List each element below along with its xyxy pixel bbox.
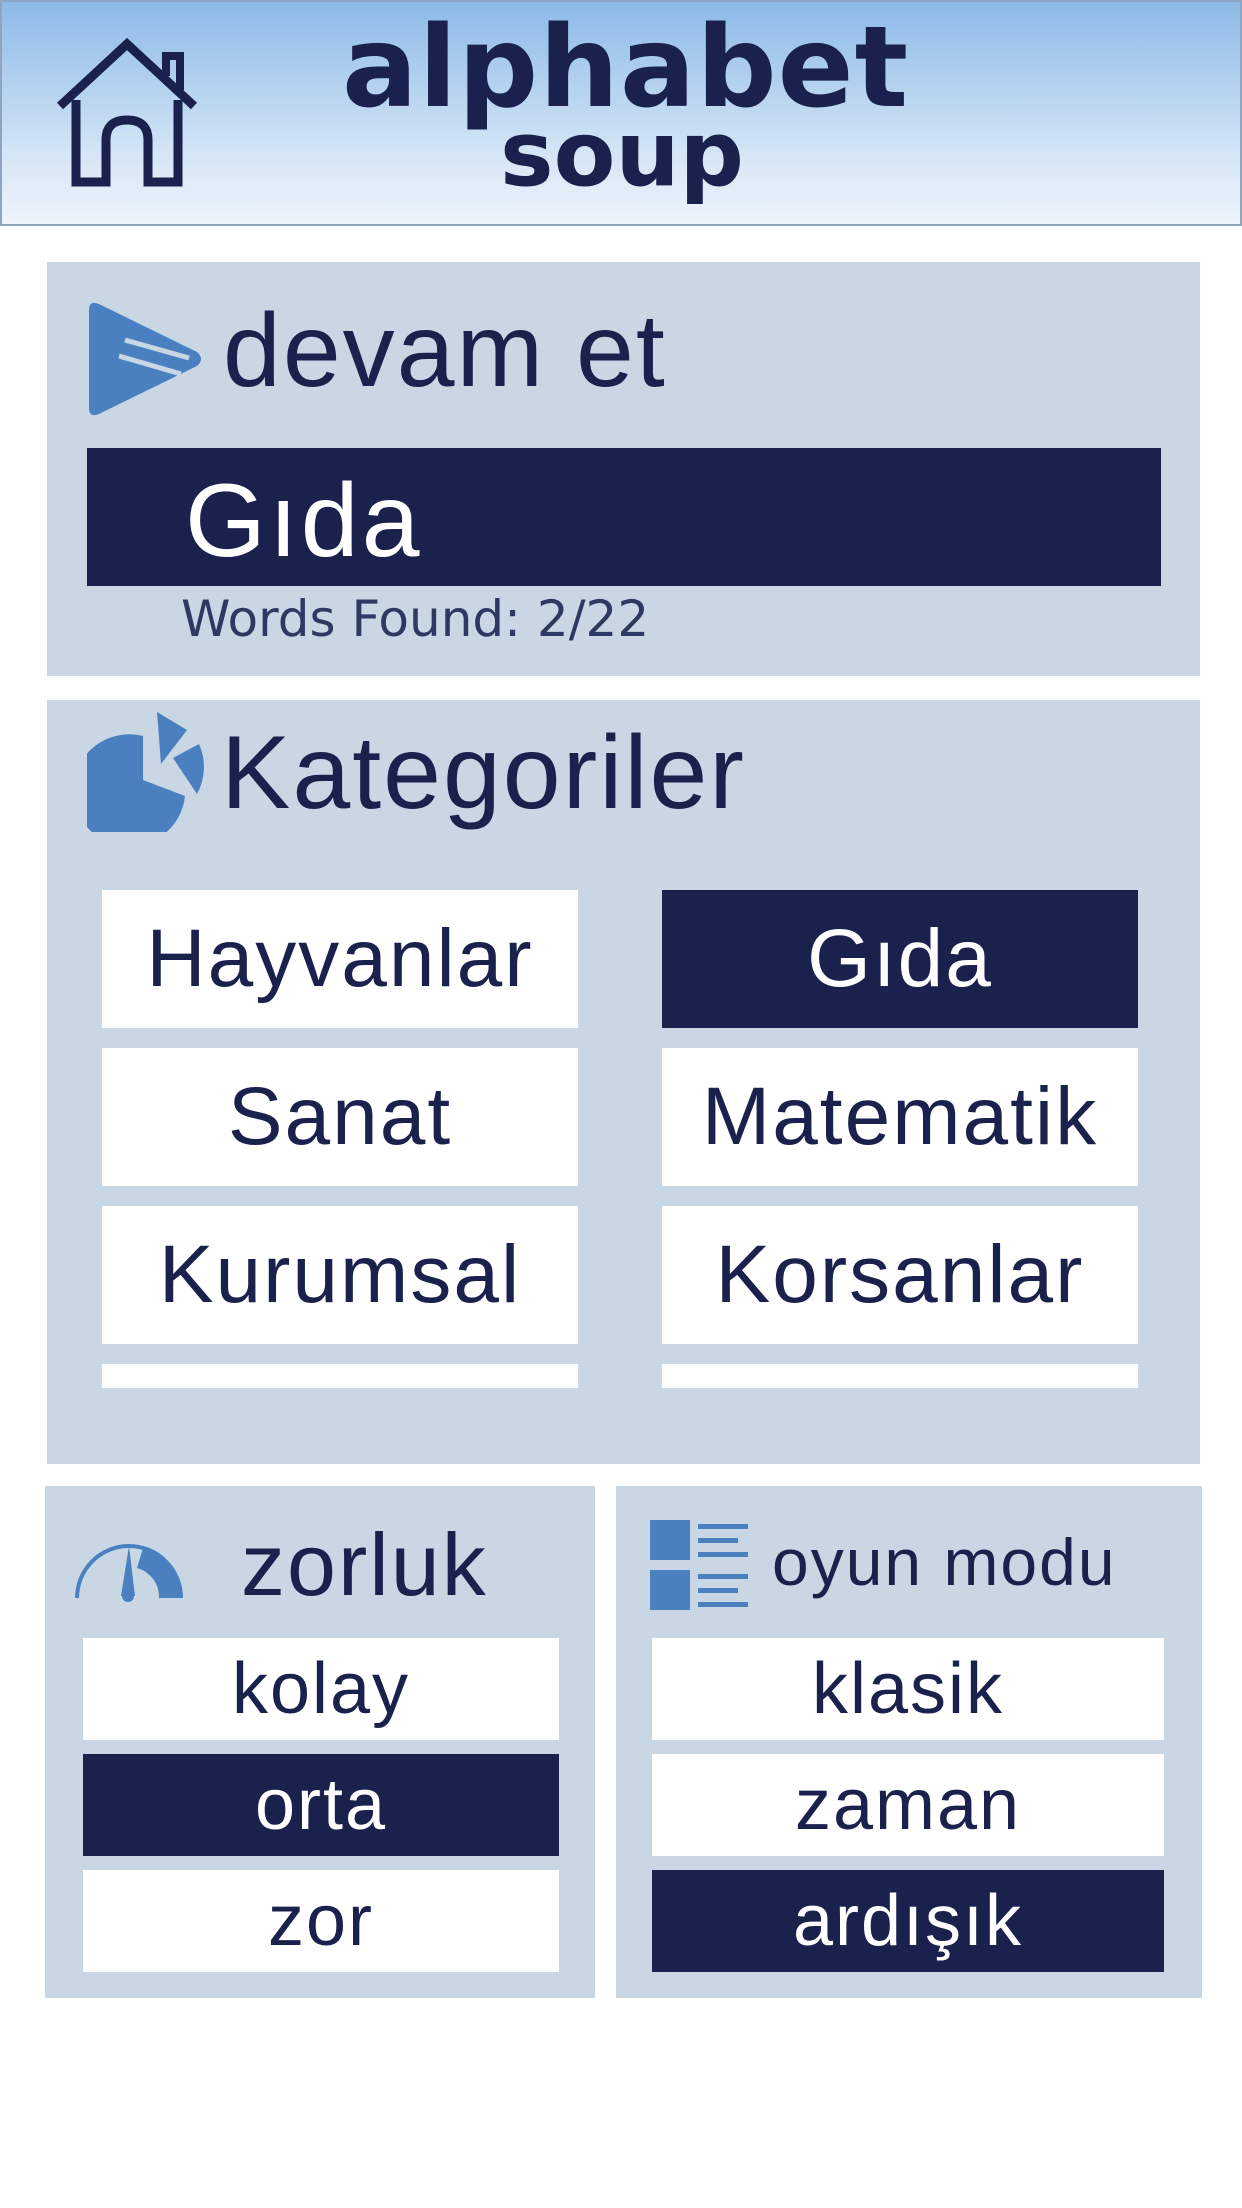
logo-line-2: soup [500, 102, 744, 208]
pie-chart-icon [87, 710, 207, 832]
home-button[interactable] [54, 36, 200, 188]
category-row-partial-right[interactable] [662, 1364, 1138, 1388]
words-found-text: Words Found: 2/22 [181, 590, 650, 648]
category-row-partial-left[interactable] [102, 1364, 578, 1388]
continue-panel [47, 262, 1200, 676]
category-korsanlar[interactable]: Korsanlar [662, 1206, 1138, 1344]
app-logo [342, 3, 910, 208]
home-icon [54, 36, 200, 188]
category-hayvanlar[interactable]: Hayvanlar [102, 890, 578, 1028]
app-header [0, 0, 1242, 226]
mode-ardisik[interactable]: ardışık [652, 1870, 1164, 1972]
difficulty-title: zorluk [241, 1515, 488, 1614]
continue-title: devam et [223, 293, 667, 409]
mode-klasik[interactable]: klasik [652, 1638, 1164, 1740]
list-mode-icon [650, 1520, 750, 1612]
category-kurumsal[interactable]: Kurumsal [102, 1206, 578, 1344]
game-mode-title: oyun modu [772, 1525, 1117, 1599]
difficulty-orta[interactable]: orta [83, 1754, 559, 1856]
game-mode-panel [616, 1486, 1202, 1998]
continue-category: Gıda [185, 463, 423, 579]
difficulty-panel [45, 1486, 595, 1998]
difficulty-zor[interactable]: zor [83, 1870, 559, 1972]
mode-zaman[interactable]: zaman [652, 1754, 1164, 1856]
speedometer-icon [71, 1526, 187, 1606]
logo-line-1: alphabet [342, 3, 910, 133]
category-sanat[interactable]: Sanat [102, 1048, 578, 1186]
categories-panel [47, 700, 1200, 1464]
continue-button[interactable] [87, 448, 1161, 586]
play-icon [85, 300, 205, 418]
categories-title: Kategoriler [221, 715, 746, 831]
difficulty-kolay[interactable]: kolay [83, 1638, 559, 1740]
category-matematik[interactable]: Matematik [662, 1048, 1138, 1186]
category-gida[interactable]: Gıda [662, 890, 1138, 1028]
